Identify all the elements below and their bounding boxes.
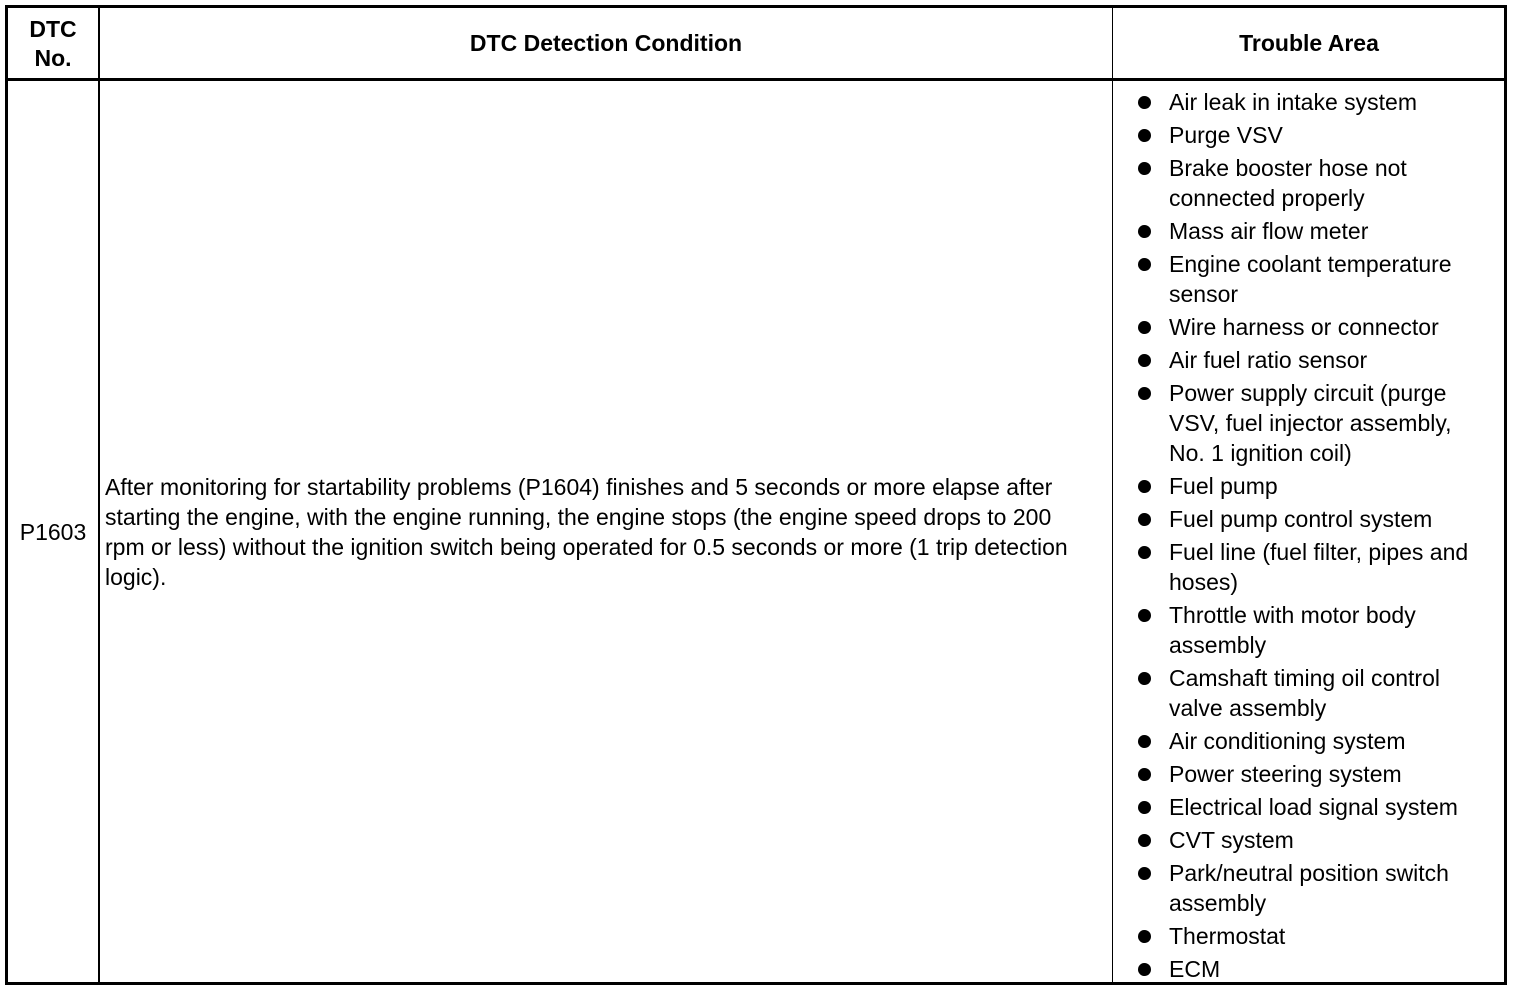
- trouble-area-label: Air leak in intake system: [1169, 89, 1417, 115]
- trouble-area-item: [1114, 792, 1469, 822]
- header-divider: [8, 78, 1504, 81]
- trouble-area-item: [1114, 345, 1469, 375]
- trouble-area-label: Fuel line (fuel filter, pipes and hoses): [1169, 539, 1469, 595]
- trouble-area-item: [1114, 954, 1469, 984]
- trouble-area-label: Engine coolant temperature sensor: [1169, 251, 1452, 307]
- trouble-area-item: [1114, 471, 1469, 501]
- bullet-icon: [1138, 834, 1151, 847]
- trouble-area-item: [1114, 216, 1469, 246]
- bullet-icon: [1138, 735, 1151, 748]
- trouble-area-label: Fuel pump control system: [1169, 506, 1433, 532]
- trouble-area-label: Electrical load signal system: [1169, 794, 1458, 820]
- bullet-icon: [1138, 609, 1151, 622]
- bullet-icon: [1138, 480, 1151, 493]
- trouble-area-label: Park/neutral position switch assembly: [1169, 860, 1449, 916]
- trouble-area-label: Camshaft timing oil control valve assembly: [1169, 665, 1440, 721]
- trouble-area-label: CVT system: [1169, 827, 1294, 853]
- trouble-area-item: [1114, 249, 1469, 309]
- header-detection-condition: DTC Detection Condition: [469, 30, 743, 56]
- dtc-code-cell: P1603: [19, 518, 87, 545]
- trouble-area-label: Thermostat: [1169, 923, 1286, 949]
- trouble-area-item: [1114, 312, 1469, 342]
- bullet-icon: [1138, 513, 1151, 526]
- trouble-area-item: [1114, 921, 1469, 951]
- trouble-area-label: Brake booster hose not connected properly: [1169, 155, 1407, 211]
- trouble-area-label: ECM: [1169, 956, 1221, 982]
- bullet-icon: [1138, 225, 1151, 238]
- trouble-area-item: [1114, 378, 1469, 468]
- trouble-area-item: [1114, 858, 1469, 918]
- bullet-icon: [1138, 387, 1151, 400]
- header-dtc-no: DTC No.: [29, 15, 77, 71]
- trouble-area-label: Power supply circuit (purge VSV, fuel injector assembly, No. 1 ignition coil): [1169, 380, 1452, 466]
- bullet-icon: [1138, 963, 1151, 976]
- trouble-area-item: [1114, 87, 1469, 117]
- trouble-area-label: Purge VSV: [1169, 122, 1283, 148]
- bullet-icon: [1138, 672, 1151, 685]
- dtc-table: [5, 5, 1507, 985]
- bullet-icon: [1138, 162, 1151, 175]
- bullet-icon: [1138, 96, 1151, 109]
- trouble-area-label: Mass air flow meter: [1169, 218, 1369, 244]
- trouble-area-item: [1114, 153, 1469, 213]
- trouble-area-item: [1114, 600, 1469, 660]
- header-trouble-area: Trouble Area: [1239, 30, 1379, 56]
- detection-condition-text: After monitoring for startability problems (P1604) finishes and 5 seconds or more elapse after starting the engine, with the engine running, the engine stops (the engine speed drops to 200 rpm or less) without the ignition switch being operated for 0.5 seconds or more (1 trip detection logic).: [105, 474, 1068, 590]
- trouble-area-item: [1114, 504, 1469, 534]
- trouble-area-item: [1114, 759, 1469, 789]
- bullet-icon: [1138, 768, 1151, 781]
- trouble-area-label: Air fuel ratio sensor: [1169, 347, 1368, 373]
- trouble-area-label: Power steering system: [1169, 761, 1402, 787]
- bullet-icon: [1138, 546, 1151, 559]
- column-divider: [98, 8, 100, 982]
- trouble-area-item: [1114, 825, 1469, 855]
- bullet-icon: [1138, 801, 1151, 814]
- trouble-area-item: [1114, 537, 1469, 597]
- trouble-area-label: Throttle with motor body assembly: [1169, 602, 1416, 658]
- trouble-area-label: Wire harness or connector: [1169, 314, 1439, 340]
- bullet-icon: [1138, 129, 1151, 142]
- detection-condition-cell: [105, 82, 1090, 982]
- trouble-area-label: Air conditioning system: [1169, 728, 1406, 754]
- trouble-area-label: Fuel pump: [1169, 473, 1278, 499]
- column-divider: [1112, 8, 1113, 982]
- trouble-area-item: [1114, 120, 1469, 150]
- bullet-icon: [1138, 258, 1151, 271]
- trouble-area-item: [1114, 726, 1469, 756]
- bullet-icon: [1138, 321, 1151, 334]
- trouble-area-list: [1114, 87, 1504, 984]
- bullet-icon: [1138, 354, 1151, 367]
- trouble-area-item: [1114, 663, 1469, 723]
- bullet-icon: [1138, 930, 1151, 943]
- trouble-area-cell: [1114, 87, 1504, 982]
- bullet-icon: [1138, 867, 1151, 880]
